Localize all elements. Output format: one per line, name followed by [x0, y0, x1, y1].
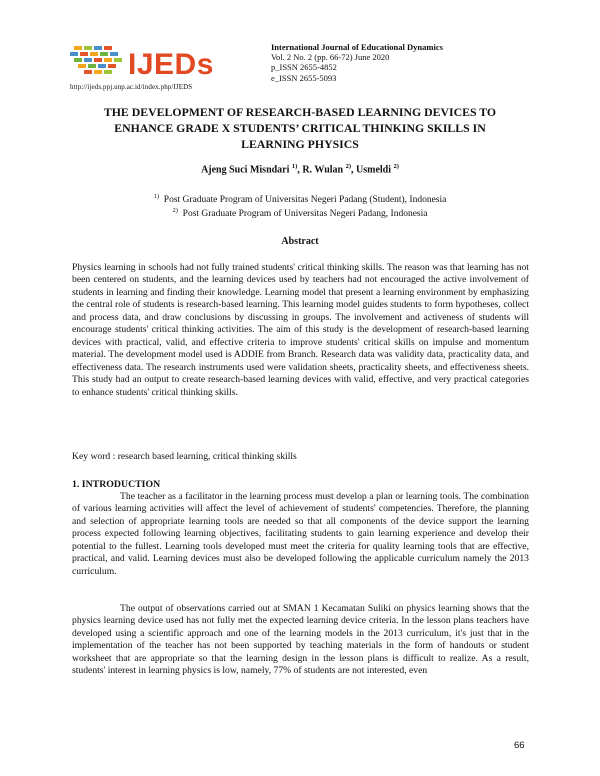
paper-title: [60, 104, 540, 152]
paper-title-line: ENHANCE GRADE X STUDENTS’ CRITICAL THINKING SKILLS IN: [114, 121, 486, 135]
journal-info: [271, 42, 443, 83]
affiliation-text: Post Graduate Program of Universitas Negeri Padang, Indonesia: [182, 209, 428, 220]
author-separator: ,: [351, 164, 357, 176]
page-number: 66: [514, 740, 525, 751]
journal-url[interactable]: http://ijeds.ppj.unp.ac.id/index.php/IJEDS: [70, 83, 193, 91]
affiliation: [60, 193, 540, 205]
affiliation: [60, 207, 540, 219]
author-separator: ,: [297, 164, 303, 176]
affiliation-text: Post Graduate Program of Universitas Negeri Padang (Student), Indonesia: [163, 195, 447, 206]
paper-title-line: THE DEVELOPMENT OF RESEARCH-BASED LEARNING DEVICES TO: [103, 105, 497, 119]
author-name: R. Wulan: [302, 164, 344, 176]
journal-title: International Journal of Educational Dynamics: [271, 42, 443, 52]
author-affiliation-mark: 2): [393, 163, 399, 170]
journal-p-issn: p_ISSN 2655-4852: [271, 62, 337, 73]
author-list: [60, 163, 540, 175]
abstract-heading: Abstract: [281, 236, 319, 247]
affiliation-mark: 1): [153, 193, 160, 200]
logo-text: IJEDs: [128, 48, 214, 81]
abstract-body: Physics learning in schools had not fully trained students' critical thinking skills. The reason was that learning has not been centered on students, and the learning devices used by teachers had not encouraged the active involvement of students in learning and finding their knowledge. Learning model that present a learning environment by emphasizing the central role of students is research-based learning. This learning model guides students to form hypotheses, collect and process data, and draw conclusions by discussing in groups. The involvement and activeness of students will encourage students' critical thinking activities. The aim of this study is the development of research-based learning devices with practical, valid, and effective criteria to improve students' critical skills on impulse and momentum material. The development model used is ADDIE from Branch. Research data was validity data, practicality data, and effectiveness data. The research instruments used were validation sheets, practicality sheets, and effectiveness sheets. This study had an output to create research-based learning devices with valid, effective, and very practical categories to enhance students' critical thinking skills.: [72, 262, 529, 398]
body-paragraph: The output of observations carried out at SMAN 1 Kecamatan Suliki on physics learning shows that the physics learning device used has not fully met the expected learning device criteria. In the lesson plans teachers have developed using a scientific approach and one of the learning models in the 2013 curriculum, it's just that in the implementation of the teacher has not been supported by teaching materials in the form of handouts or student worksheet that are appropriate so that the learning design in the lesson plans is difficult to realize. As a result, students' interest in learning physics is low, namely, 77% of students are not interested, even: [72, 603, 529, 677]
journal-logo: [70, 40, 260, 84]
section-heading: 1. INTRODUCTION: [72, 479, 161, 490]
paper-title-line: LEARNING PHYSICS: [241, 137, 359, 151]
author-name: Ajeng Suci Misndari: [201, 164, 290, 176]
logo-bars-icon: [70, 46, 122, 74]
affiliation-mark: 2): [172, 207, 178, 214]
author-name: Usmeldi: [356, 164, 392, 176]
author-affiliation-mark: 1): [291, 163, 298, 170]
author-affiliation-mark: 2): [345, 163, 352, 170]
body-paragraph: The teacher as a facilitator in the learning process must develop a plan or learning tools. The combination of various learning activities will affect the level of achievement of students' competencies. Therefore, the planning and selection of appropriate learning tools are needed so that all components of the device support the learning process expected following learning objectives, facilitating students to gain learning experience and develop their potential to the fullest. Learning tools developed must meet the criteria for quality learning tools that are effective, practical, and valid. Learning devices must also be developed following the applicable curriculum namely the 2013 curriculum.: [72, 491, 529, 577]
journal-e-issn: e_ISSN 2655-5093: [271, 72, 337, 83]
journal-volume: Vol. 2 No. 2 (pp. 66-72) June 2020: [271, 52, 390, 63]
keywords: Key word : research based learning, critical thinking skills: [72, 451, 297, 462]
